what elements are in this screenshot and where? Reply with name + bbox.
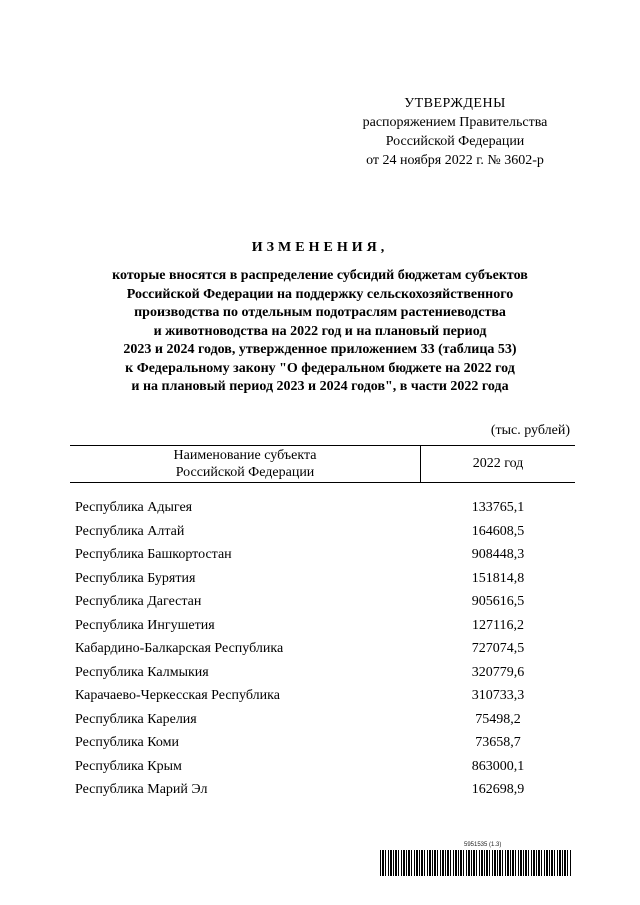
- barcode-icon: [380, 850, 572, 876]
- subsidy-value: 151814,8: [471, 570, 525, 586]
- subject-name: Республика Крым: [75, 758, 182, 774]
- approval-line-1: распоряжением Правительства: [362, 115, 548, 130]
- heading-line: Российской Федерации на поддержку сельскохозяйственного: [126, 286, 514, 302]
- subsidy-value: 164608,5: [471, 523, 525, 539]
- header-subject-line-2: Российской Федерации: [175, 465, 315, 480]
- table-row: [75, 661, 575, 685]
- table-row: [75, 708, 575, 732]
- heading-line: которые вносятся в распределение субсидий бюджетам субъектов: [112, 268, 528, 283]
- subsidy-value: 310733,3: [471, 688, 525, 703]
- heading-line: к Федеральному закону "О федеральном бюджете на 2022 год: [125, 360, 515, 376]
- subsidy-value: 908448,3: [471, 547, 525, 562]
- barcode-number: 5951535 (1.3): [464, 842, 502, 848]
- subject-name: Республика Ингушетия: [75, 617, 215, 633]
- subject-name: Республика Башкортостан: [75, 547, 232, 562]
- units-label: (тыс. рублей): [490, 423, 570, 438]
- table-row: [75, 614, 575, 638]
- subsidy-value: 162698,9: [471, 782, 525, 797]
- heading-line: и животноводства на 2022 год и на плановый период: [153, 323, 487, 339]
- table-row: [75, 755, 575, 779]
- document-title: ИЗМЕНЕНИЯ,: [251, 240, 389, 255]
- table-row: [75, 731, 575, 755]
- header-subject-name: [70, 446, 420, 482]
- subject-name: Республика Марий Эл: [75, 782, 208, 797]
- approval-line-3: от 24 ноября 2022 г. № 3602-р: [366, 153, 544, 168]
- heading-line: 2023 и 2024 годов, утвержденное приложением 33 (таблица 53): [123, 342, 517, 357]
- table-body: [75, 496, 575, 802]
- heading-line: производства по отдельным подотраслям растениеводства: [134, 305, 506, 320]
- table-row: [75, 520, 575, 544]
- subsidy-value: 133765,1: [471, 500, 525, 515]
- table-row: [75, 543, 575, 567]
- subsidy-value: 727074,5: [471, 641, 525, 656]
- subsidy-value: 320779,6: [471, 664, 525, 680]
- table-row: [75, 496, 575, 520]
- header-subject-line-1: Наименование субъекта: [173, 448, 317, 463]
- subject-name: Республика Коми: [75, 735, 179, 750]
- table-row: [75, 567, 575, 591]
- table-row: [75, 684, 575, 708]
- subsidy-value: 75498,2: [475, 711, 521, 727]
- table-row: [75, 637, 575, 661]
- subject-name: Карачаево-Черкесская Республика: [75, 688, 280, 703]
- table-row: [75, 590, 575, 614]
- subject-name: Республика Карелия: [75, 711, 197, 727]
- approval-line-2: Российской Федерации: [385, 134, 525, 149]
- subsidy-value: 73658,7: [475, 735, 521, 750]
- subject-name: Республика Адыгея: [75, 500, 193, 515]
- subsidy-value: 127116,2: [472, 617, 524, 633]
- subsidy-value: 863000,1: [471, 758, 525, 774]
- subject-name: Республика Бурятия: [75, 570, 196, 586]
- table-header: [70, 445, 575, 483]
- approval-block: [330, 94, 580, 170]
- subject-name: Кабардино-Балкарская Республика: [75, 641, 284, 656]
- document-heading: [40, 240, 600, 397]
- subject-name: Республика Дагестан: [75, 594, 202, 609]
- subsidy-value: 905616,5: [471, 594, 525, 609]
- subject-name: Республика Калмыкия: [75, 664, 209, 680]
- subject-name: Республика Алтай: [75, 523, 185, 539]
- heading-line: и на плановый период 2023 и 2024 годов", в части 2022 года: [131, 379, 509, 394]
- approval-title: УТВЕРЖДЕНЫ: [404, 96, 506, 111]
- header-year: 2022 год: [472, 456, 524, 471]
- table-row: [75, 778, 575, 802]
